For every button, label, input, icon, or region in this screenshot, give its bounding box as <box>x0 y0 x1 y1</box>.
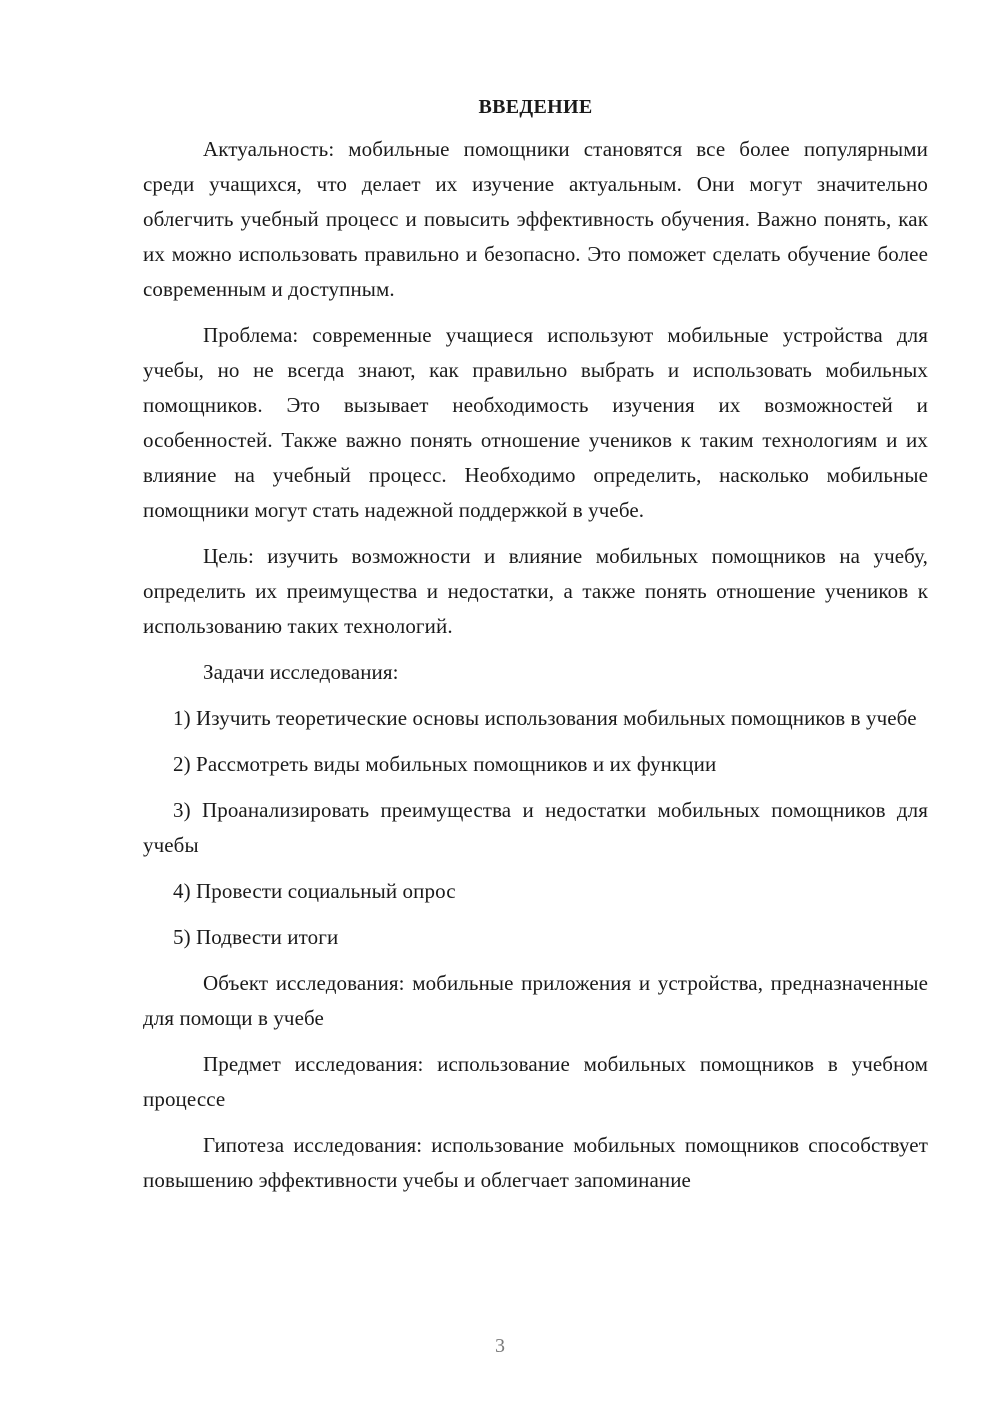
paragraph-goal: Цель: изучить возможности и влияние мобильных помощников на учебу, определить их преимущества и недостатки, а также понять отношение учеников к использованию таких технологий. <box>143 544 928 638</box>
task-item-4: 4) Провести социальный опрос <box>173 879 456 903</box>
paragraph-subject: Предмет исследования: использование мобильных помощников в учебном процессе <box>143 1052 928 1111</box>
paragraph-problem: Проблема: современные учащиеся используют мобильные устройства для учебы, но не всегда знают, как правильно выбрать и использовать мобильных помощников. Это вызывает необходимость изучения их возможностей и особенностей. Также важно понять отношение учеников к таким технологиям и их влияние на учебный процесс. Необходимо определить, насколько мобильные помощники могут стать надежной поддержкой в учебе. <box>143 323 928 522</box>
task-item-3: 3) Проанализировать преимущества и недостатки мобильных помощников для учебы <box>143 798 928 857</box>
page-number: 3 <box>495 1335 505 1357</box>
paragraph-hypothesis: Гипотеза исследования: использование мобильных помощников способствует повышению эффективности учебы и облегчает запоминание <box>143 1133 928 1192</box>
task-item-5: 5) Подвести итоги <box>173 925 339 949</box>
task-item-2: 2) Рассмотреть виды мобильных помощников и их функции <box>173 752 717 776</box>
tasks-list <box>143 701 928 955</box>
task-item-1: 1) Изучить теоретические основы использования мобильных помощников в учебе <box>173 706 917 730</box>
tasks-heading: Задачи исследования: <box>203 660 399 684</box>
page-title: ВВЕДЕНИЕ <box>478 96 593 118</box>
paragraph-object: Объект исследования: мобильные приложения и устройства, предназначенные для помощи в учебе <box>143 971 928 1030</box>
paragraph-relevance: Актуальность: мобильные помощники становятся все более популярными среди учащихся, что делает их изучение актуальным. Они могут значительно облегчить учебный процесс и повысить эффективность обучения. Важно понять, как их можно использовать правильно и безопасно. Это поможет сделать обучение более современным и доступным. <box>143 137 928 301</box>
page-content <box>143 90 928 1198</box>
